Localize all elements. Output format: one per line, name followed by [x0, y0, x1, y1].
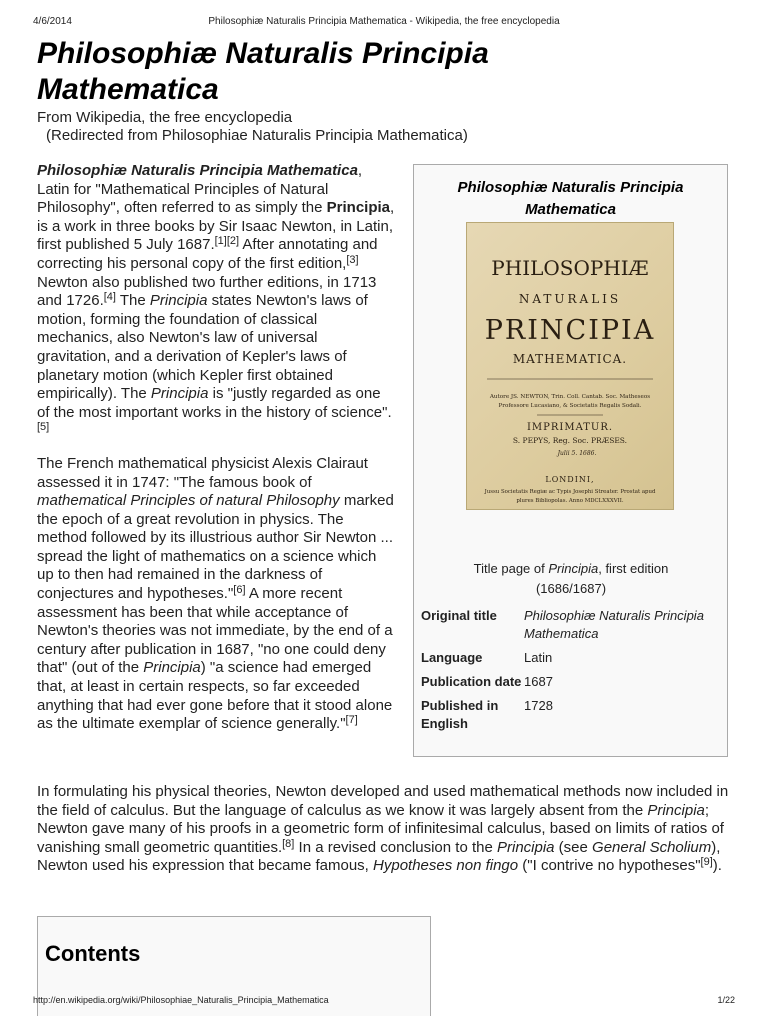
lead-paragraph-2 — [37, 455, 395, 734]
text: , Latin for "Mathematical Principles of Natural Philosophy", often referred to as simply the — [37, 162, 363, 217]
text: ) "a science had emerged that, at least in certain respects, so far exceeded anything that had ever gone before that it stood alone as the ultimate exemplar of science generally." — [37, 659, 393, 733]
infobox-value: 1728 — [524, 698, 553, 713]
reference-link[interactable]: [4] — [103, 291, 116, 304]
title-page-londini: LONDINI, — [545, 475, 595, 484]
text: In formulating his physical theories, Newton developed and used mathematical methods now included in the field of calculus. But the language of calculus as we know it was largely absent from the — [37, 783, 729, 819]
principia-italic: Principia — [647, 801, 705, 819]
text: ("I contrive no hypotheses" — [518, 857, 701, 875]
principia-italic: Principia — [496, 838, 555, 856]
reference-link[interactable]: [2] — [226, 235, 240, 248]
title-page-line4: MATHEMATICA. — [512, 352, 628, 366]
lead-section — [37, 162, 395, 748]
title-page-line2: NATURALIS — [518, 292, 622, 306]
title-page-publisher1: Jussu Societatis Regiæ ac Typis Josephi Streater. Prostat apud — [484, 489, 656, 495]
text: The French mathematical physicist Alexis Clairaut assessed it in 1747: "The famous book of — [37, 454, 368, 491]
article-title: Philosophiæ Naturalis Principia Mathematica — [37, 37, 489, 106]
title-page-publisher2: plures Bibliopolas. Anno MDCLXXXVII. — [516, 498, 624, 504]
reference-link[interactable]: [3] — [346, 253, 359, 266]
title-page-date: Julii 5. 1686. — [557, 450, 597, 457]
text: , is a work in three books by Sir Isaac Newton, in Latin, first published 5 July 1687. — [37, 199, 395, 254]
reference-link[interactable]: [5] — [37, 421, 50, 434]
infobox-row — [421, 649, 721, 673]
reference-link[interactable]: [6] — [233, 584, 246, 597]
print-header — [33, 16, 735, 30]
reference-link[interactable]: [1] — [214, 235, 227, 248]
principia-italic: Principia — [548, 561, 599, 576]
body-paragraph — [37, 783, 737, 876]
text: A more recent assessment has been that while acceptance of Newton's theories was not immediate, by the end of a century after publication in 1687, "no one could deny that" (out of the — [37, 585, 393, 677]
print-page-title: Philosophiæ Naturalis Principia Mathematica - Wikipedia, the free encyclopedia — [208, 16, 560, 27]
print-page-number: 1/22 — [717, 995, 735, 1005]
principia-italic: Principia — [143, 659, 201, 677]
text: is "justly regarded as one of the most important works in the history of science". — [37, 385, 392, 421]
infobox-row — [421, 607, 721, 649]
infobox-label: Publication date — [421, 674, 522, 689]
title-page-line1: PHILOSOPHIÆ — [491, 256, 649, 280]
text: After annotating and correcting his personal copy of the first edition, — [37, 236, 378, 272]
infobox-table — [421, 607, 721, 739]
hypotheses-italic: Hypotheses non fingo — [373, 857, 519, 875]
infobox — [413, 164, 728, 757]
redirect-note: (Redirected from Philosophiae Naturalis Principia Mathematica) — [46, 127, 468, 144]
title-page-author1: Autore JS. NEWTON, Trin. Coll. Cantab. Soc. Matheseos — [489, 394, 651, 400]
title-page-illustration — [467, 223, 673, 509]
reference-link[interactable]: [9] — [700, 856, 713, 869]
title-page-imprimatur: IMPRIMATUR. — [526, 422, 614, 433]
title-page-line3: PRINCIPIA — [484, 315, 656, 346]
print-url: http://en.wikipedia.org/wiki/Philosophiae_Naturalis_Principia_Mathematica — [33, 995, 329, 1005]
principia-bold: Principia — [326, 199, 390, 217]
infobox-row — [421, 697, 721, 739]
article-name-bold: Philosophiæ Naturalis Principia Mathematica — [37, 162, 358, 179]
general-scholium-link[interactable]: General Scholium — [592, 838, 712, 856]
principia-italic: Principia — [149, 292, 208, 310]
toc-title: Contents — [45, 941, 141, 966]
text: Title page of — [473, 561, 549, 576]
text: (see — [554, 838, 593, 856]
title-page-pepys: S. PEPYS, Reg. Soc. PRÆSES. — [512, 436, 628, 445]
original-title-italic: Philosophiæ Naturalis Principia Mathematica — [524, 608, 704, 641]
text: The — [115, 292, 150, 310]
reference-link[interactable]: [8] — [282, 837, 295, 850]
lead-paragraph-1 — [37, 162, 395, 441]
text: marked the epoch of a great revolution in physics. The method followed by its illustrious author Sir Newton ... spread the light of mathematics on a science which up to then had remained in the darkness of conjectures and hypotheses." — [37, 492, 394, 603]
print-footer — [33, 995, 735, 1007]
text: Newton also published two further editions, in 1713 and 1726. — [37, 273, 377, 310]
title-page-author2: Professore Lucasiano, & Societatis Regalis Sodali. — [498, 403, 642, 409]
site-subtitle: From Wikipedia, the free encyclopedia — [37, 109, 293, 126]
text: , first edition (1686/1687) — [535, 561, 669, 596]
text: states Newton's laws of motion, forming the foundation of classical mechanics, also Newton's law of universal gravitation, and a derivation of Kepler's laws of planetary motion (which Kepler first obtained empirically). The — [37, 292, 368, 403]
infobox-row — [421, 673, 721, 697]
text: ), Newton used his expression that became famous, — [37, 838, 721, 875]
text: ). — [712, 857, 722, 875]
infobox-value: Latin — [524, 650, 553, 665]
principia-italic: Principia — [150, 385, 209, 403]
infobox-value — [524, 607, 721, 649]
title-page-image[interactable] — [466, 222, 674, 510]
infobox-title: Philosophiæ Naturalis Principia Mathematica — [457, 179, 684, 218]
reference-link[interactable]: [7] — [345, 714, 358, 727]
infobox-caption — [454, 559, 688, 599]
infobox-label: Language — [421, 650, 483, 665]
book-title-italic: mathematical Principles of natural Philosophy — [37, 492, 340, 510]
print-date: 4/6/2014 — [33, 16, 72, 27]
text: In a revised conclusion to the — [294, 838, 497, 856]
infobox-value: 1687 — [524, 674, 553, 689]
text: ; Newton gave many of his proofs in a geometric form of infinitesimal calculus, based on limits of ratios of vanishing small geometric quantities. — [37, 801, 724, 856]
infobox-label: Original title — [421, 608, 497, 623]
infobox-label: Published in English — [421, 698, 499, 731]
calculus-paragraph — [37, 783, 737, 876]
